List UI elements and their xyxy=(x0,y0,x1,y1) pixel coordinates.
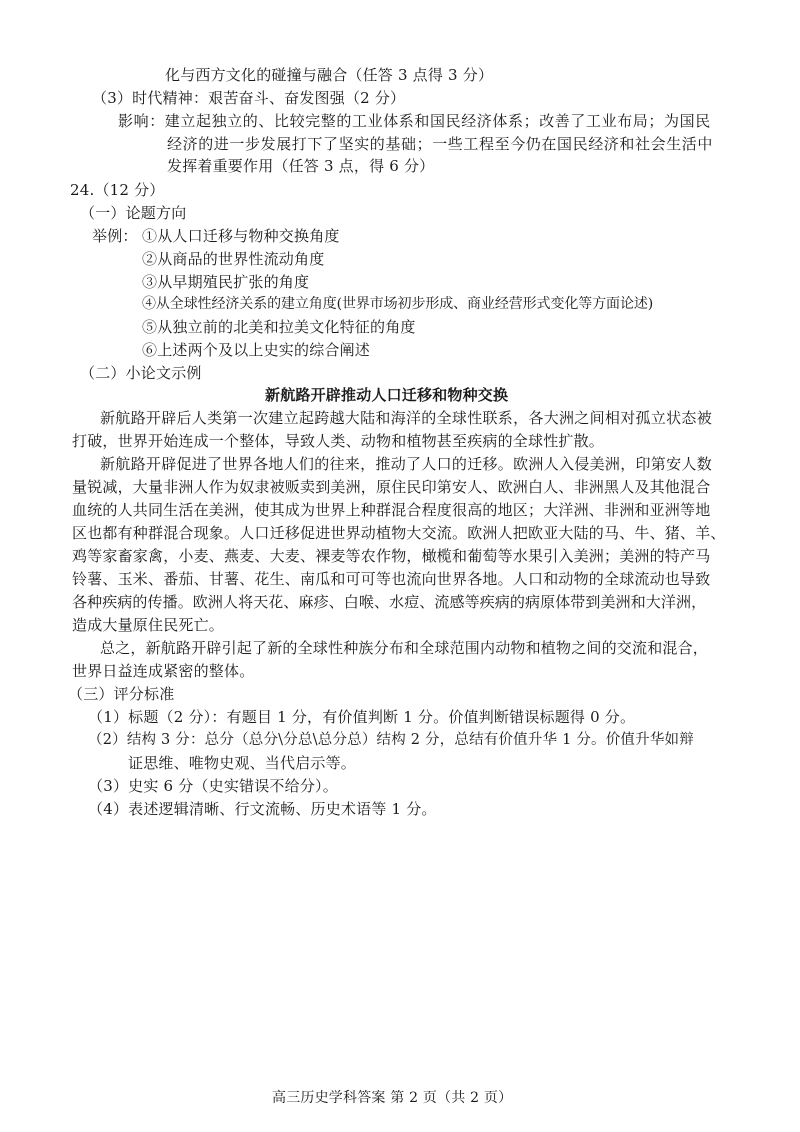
q23-influence-line-2: 经济的进一步发展打下了坚实的基础；一些工程至今仍在国民经济和社会生活中 xyxy=(167,135,714,153)
examples-prefix: 举例： xyxy=(92,227,138,245)
essay-paragraph-2-line: 血统的人共同生活在美洲，使其成为世界上种群混合程度很高的地区；大洋洲、非洲和亚洲等地 xyxy=(72,501,711,519)
essay-paragraph-2-line: 造成大量原住民死亡。 xyxy=(72,616,225,634)
q23-continuation-line: 化与西方文化的碰撞与融合（任答 3 点得 3 分） xyxy=(165,66,494,84)
criteria-item: （1）标题（2 分）：有题目 1 分，有价值判断 1 分。价值判断错误标题得 0 分。 xyxy=(88,708,636,726)
essay-paragraph-3-line: 总之，新航路开辟引起了新的全球性种族分布和全球范围内动物和植物之间的交流和混合， xyxy=(100,639,709,657)
q24-header: 24.（12 分） xyxy=(70,181,165,199)
criteria-item: （3）史实 6 分（史实错误不给分）。 xyxy=(88,777,338,795)
example-item: ②从商品的世界性流动角度 xyxy=(142,250,325,268)
example-item: ④从全球性经济关系的建立角度(世界市场初步形成、商业经营形式变化等方面论述) xyxy=(142,296,654,312)
q23-influence-line-3: 发挥着重要作用（任答 3 点，得 6 分） xyxy=(167,157,435,175)
page-footer: 高三历史学科答案 第 2 页（共 2 页） xyxy=(272,1090,513,1106)
essay-paragraph-1-line: 新航路开辟后人类第一次建立起跨越大陆和海洋的全球性联系，各大洲之间相对孤立状态被 xyxy=(100,409,713,427)
example-item: ③从早期殖民扩张的角度 xyxy=(142,273,310,291)
criteria-item: （2）结构 3 分：总分（总分\分总\总分总）结构 2 分，总结有价值升华 1 分。价值升华如辩 xyxy=(88,732,694,748)
section-2-label: （二）小论文示例 xyxy=(80,364,202,382)
essay-title: 新航路开辟推动人口迁移和物种交换 xyxy=(265,386,509,404)
essay-paragraph-2-line: 铃薯、玉米、番茄、甘薯、花生、南瓜和可可等也流向世界各地。人口和动物的全球流动也导致 xyxy=(72,570,711,588)
example-item: ⑤从独立前的北美和拉美文化特征的角度 xyxy=(142,318,416,336)
essay-paragraph-3-line: 世界日益连成紧密的整体。 xyxy=(72,662,255,680)
section-3-label: （三）评分标准 xyxy=(68,685,175,703)
essay-paragraph-2-line: 鸡等家畜家禽，小麦、燕麦、大麦、裸麦等农作物，橄榄和葡萄等水果引入美洲；美洲的特产马 xyxy=(72,547,711,565)
section-1-label: （一）论题方向 xyxy=(80,204,187,222)
q23-influence-line-1: 影响：建立起独立的、比较完整的工业体系和国民经济体系；改善了工业布局；为国民 xyxy=(118,112,711,130)
essay-paragraph-2-line: 新航路开辟促进了世界各地人们的往来，推动了人口的迁移。欧洲人入侵美洲，印第安人数 xyxy=(100,455,713,473)
criteria-item: （4）表述逻辑清晰、行文流畅、历史术语等 1 分。 xyxy=(88,800,437,818)
example-item: ①从人口迁移与物种交换角度 xyxy=(142,227,340,245)
example-item: ⑥上述两个及以上史实的综合阐述 xyxy=(142,341,371,359)
criteria-item-continuation: 证思维、唯物史观、当代启示等。 xyxy=(128,754,357,772)
essay-paragraph-2-line: 各种疾病的传播。欧洲人将天花、麻疹、白喉、水痘、流感等疾病的病原体带到美洲和大洋洲， xyxy=(72,593,707,611)
q23-part3-label: （3）时代精神：艰苦奋斗、奋发图强（2 分） xyxy=(92,89,406,107)
essay-paragraph-2-line: 量锐减，大量非洲人作为奴隶被贩卖到美洲，原住民印第安人、欧洲白人、非洲黑人及其他混合 xyxy=(72,478,711,496)
essay-paragraph-2-line: 区也都有种群混合现象。人口迁移促进世界动植物大交流。欧洲人把欧亚大陆的马、牛、猪、羊、 xyxy=(72,524,726,542)
essay-paragraph-1-line: 打破，世界开始连成一个整体，导致人类、动物和植物甚至疾病的全球性扩散。 xyxy=(72,432,605,450)
